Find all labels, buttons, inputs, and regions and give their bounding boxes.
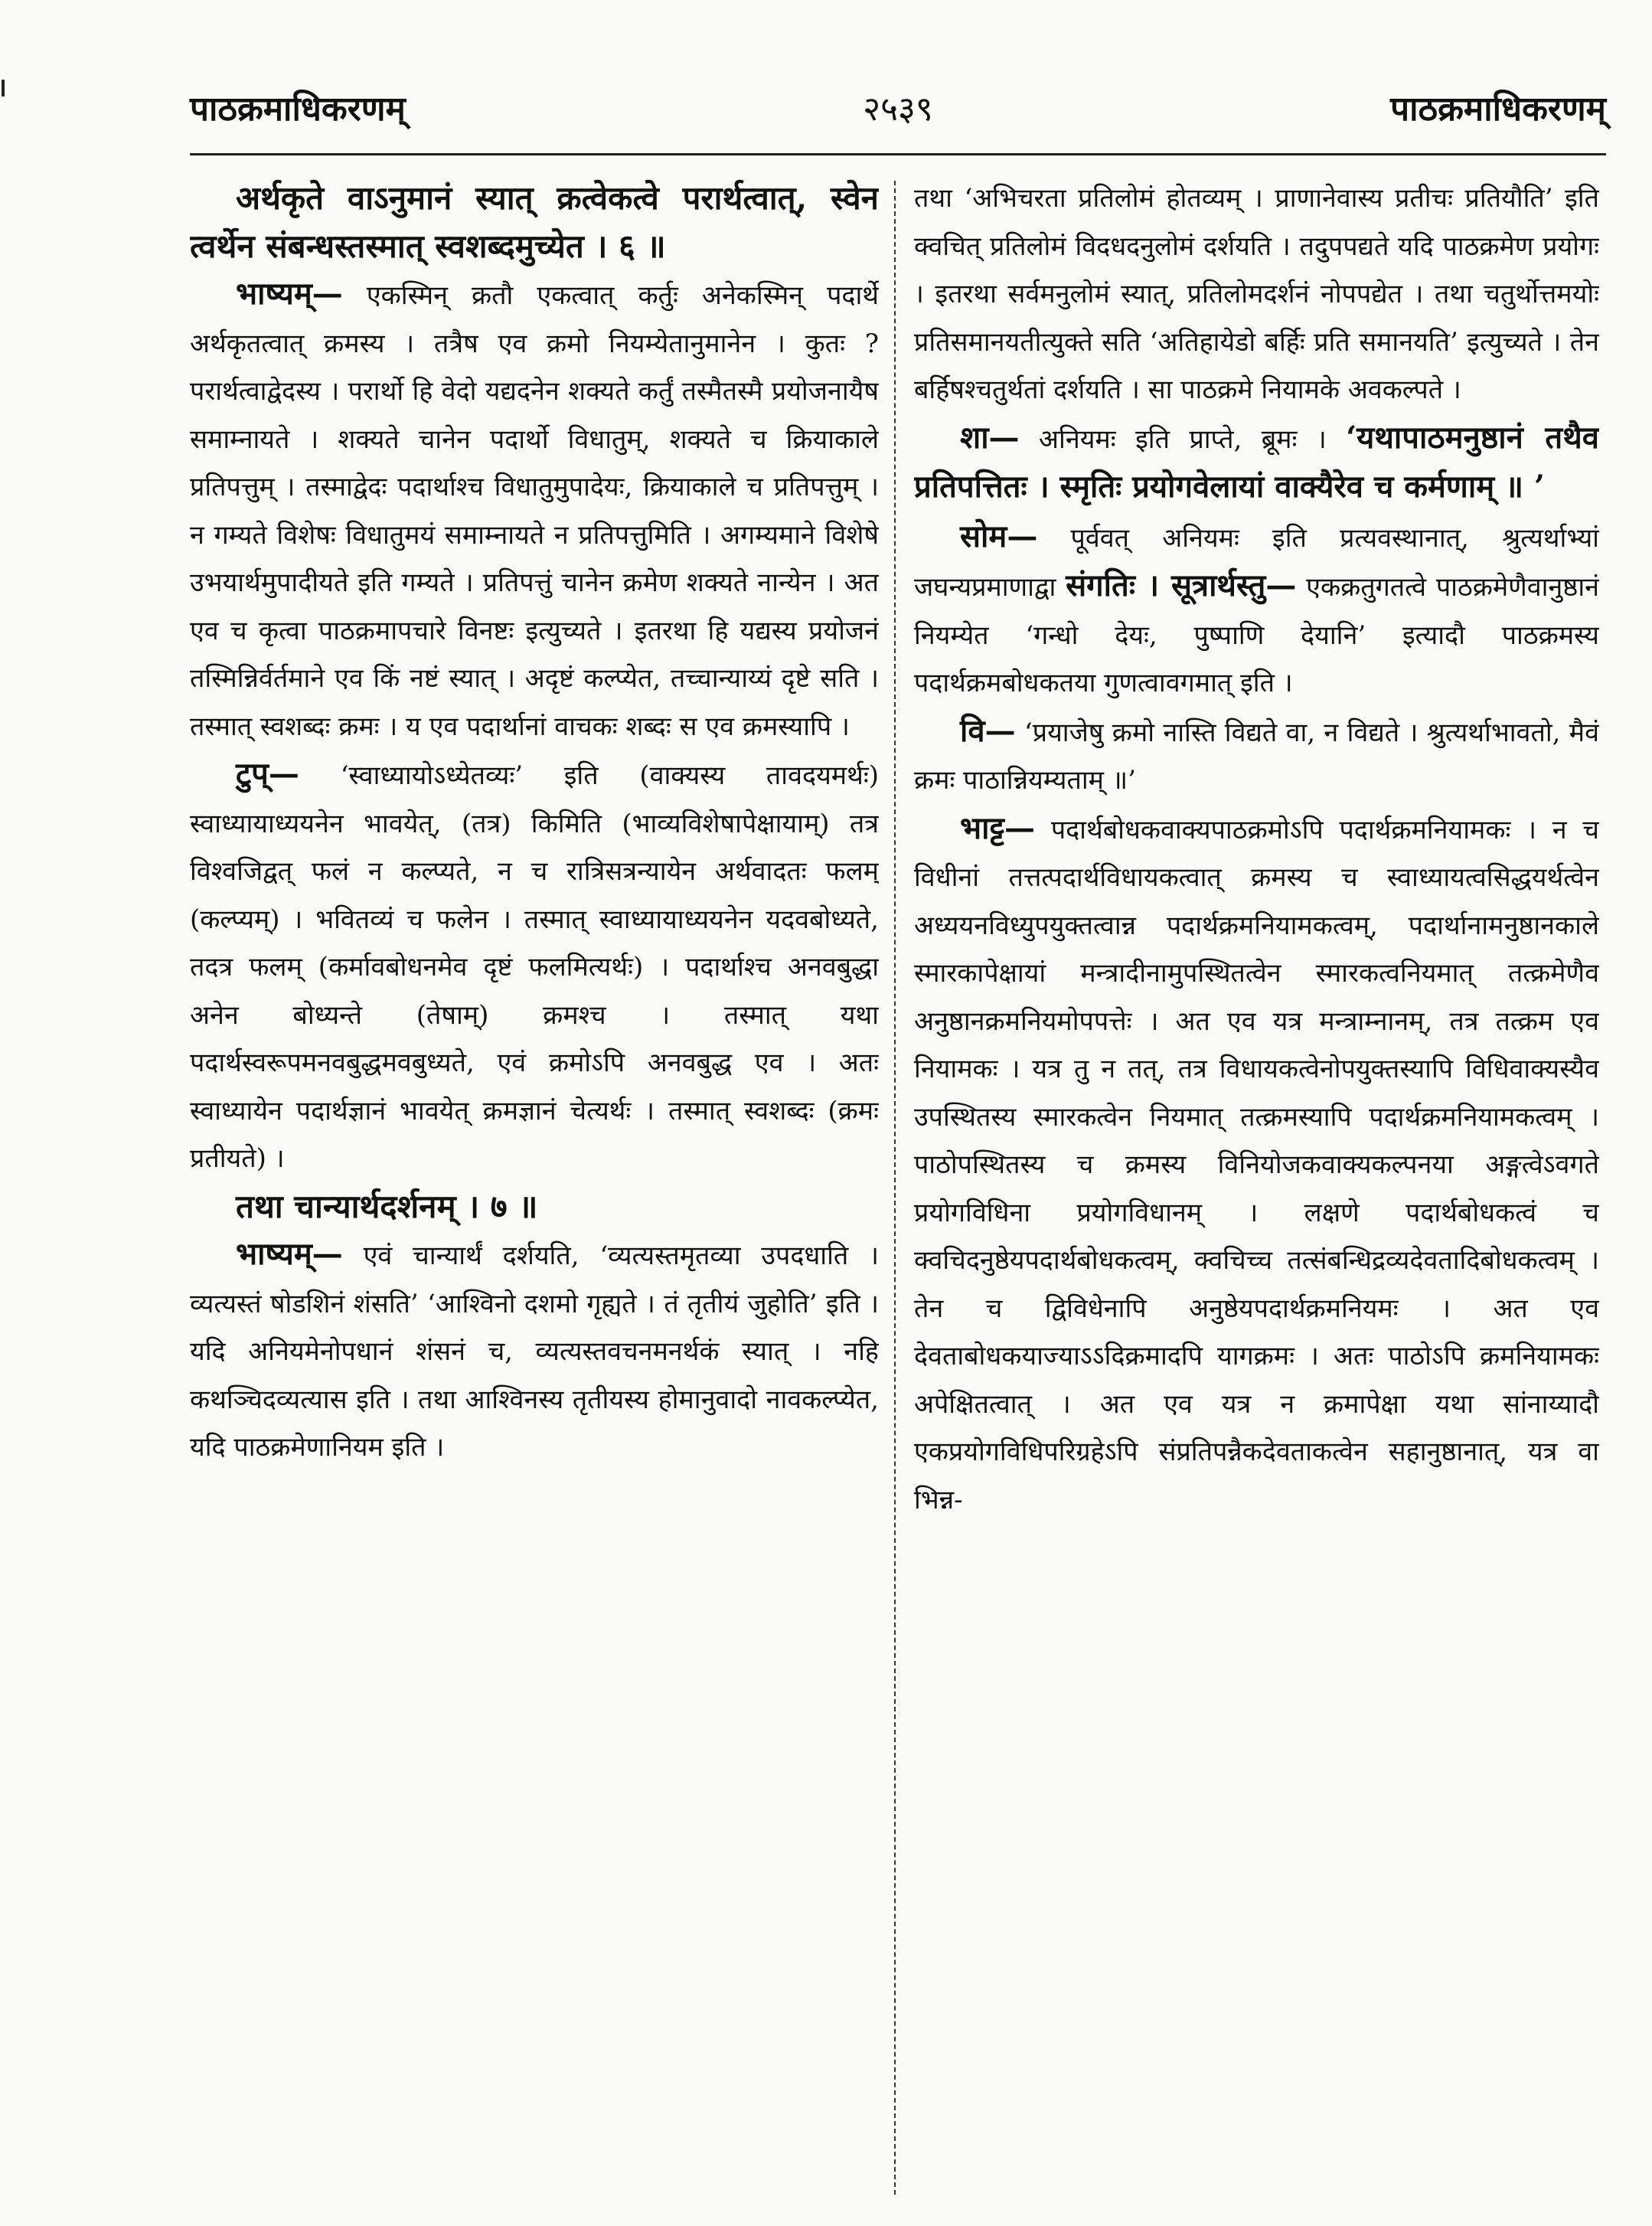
scan-edge-mark — [2, 80, 5, 96]
vi-heading: वि— — [960, 712, 1016, 749]
tup-heading: टुप्— — [236, 756, 299, 792]
bhashya-heading-2: भाष्यम्— — [236, 1236, 343, 1272]
shastra-paragraph — [914, 414, 1599, 513]
soma-paragraph — [914, 513, 1599, 708]
bhatta-heading: भाट्ट— — [960, 809, 1036, 846]
soma-text-2: एकक्रतुगतत्वे पाठक्रमेणैवानुष्ठानं नियम्येत ‘गन्धो देयः, पुष्पाणि देयानि’ इत्यादौ पाठक्रमस्य पदार्थक्रमबोधकतया गुणत्वावगमात् इति । — [914, 572, 1599, 698]
vi-text: ‘प्रयाजेषु क्रमो नास्ति विद्यते वा, न विद्यते । श्रुत्यर्थाभावतो, मैवं क्रमः पाठान्नियम्यताम् ॥’ — [914, 717, 1599, 796]
continuation-paragraph: तथा ‘अभिचरता प्रतिलोमं होतव्यम् । प्राणानेवास्य प्रतीचः प्रतियौति’ इति क्वचित् प्रतिलोमं विदधदनुलोमं दर्शयति । तदुपपद्यते यदि पाठक्रमेण प्रयोगः । इतरथा सर्वमनुलोमं स्यात्, प्रतिलोमदर्शनं नोपपद्येत । तथा चतुर्थोत्तमयोः प्रतिसमानयतीत्युक्ते सति ‘अतिहायेडो बर्हिः प्रति समानयति’ इत्युच्यते । तेन बर्हिषश्चतुर्थतां दर्शयति । सा पाठक्रमे नियामके अवकल्पते । — [914, 183, 1599, 405]
bhashya-paragraph-1 — [190, 270, 879, 750]
running-header — [190, 84, 1606, 153]
soma-sangati: संगतिः । सूत्रार्थस्तु— — [1066, 567, 1297, 603]
bhatta-text: पदार्थबोधकवाक्यपाठक्रमोऽपि पदार्थक्रमनियामकः । न च विधीनां तत्तत्पदार्थविधायकत्वात् क्रमस्य च स्वाध्यायत्वसिद्धयर्थत्वेन अध्ययनविध्युपयुक्तत्वान्न पदार्थक्रमनियामकत्वम्, पदार्थानामनुष्ठानकाले स्मारकापेक्षायां मन्त्रादीनामुपस्थितत्वेन स्मारकत्वनियमात् तत्क्रमेणैव अनुष्ठानक्रमनियमोपपत्तेः । अत एव यत्र मन्त्राम्नानम्, तत्र तत्क्रम एव नियामकः । यत्र तु न तत्, तत्र विधायकत्वेनोपयुक्तस्यापि विधिवाक्यस्यैव उपस्थितस्य स्मारकत्वेन नियमात् तत्क्रमस्यापि पदार्थक्रमनियामकत्वम् । पाठोपस्थितस्य च क्रमस्य विनियोजकवाक्यकल्पनया अङ्गत्वेऽवगते प्रयोगविधिना प्रयोगविधानम् । लक्षणे पदार्थबोधकत्वं च क्वचिदनुष्ठेयपदार्थबोधकत्वम्, क्वचिच्च तत्संबन्धिद्रव्यदेवतादिबोधकत्वम् । तेन च द्विविधेनापि अनुष्ठेयपदार्थक्रमनियमः । अत एव देवताबोधकयाज्याऽऽदिक्रमादपि यागक्रमः । अतः पाठोऽपि क्रमनियामकः अपेक्षितत्वात् । अत एव यत्र न क्रमापेक्षा यथा सांनाय्यादौ एकप्रयोगविधिपरिग्रहेऽपि संप्रतिपन्नैकदेवताकत्वेन सहानुष्ठानात्, यत्र वा भिन्न- — [914, 814, 1599, 1515]
soma-text-1: पूर्ववत् अनियमः इति प्रत्यवस्थानात्, श्रुत्यर्थाभ्यां जघन्यप्रमाणाद्वा — [914, 522, 1599, 603]
bhashya-text-2: एवं चान्यार्थं दर्शयति, ‘व्यत्यस्तमृतव्या उपदधाति । व्यत्यस्तं षोडशिनं शंसति’ ‘आश्विनो दशमो गृह्यते । तं तृतीयं जुहोति’ इति । यदि अनियमेनोपधानं शंसनं च, व्यत्यस्तवचनमनर्थकं स्यात् । नहि कथञ्चिदव्यत्यास इति । तथा आश्विनस्य तृतीयस्य होमानुवादो नावकल्प्येत, यदि पाठक्रमेणानियम इति । — [190, 1240, 879, 1463]
header-left-title: पाठक्रमाधिकरणम् — [190, 90, 406, 129]
column-divider — [894, 181, 896, 2195]
bhashya-text: एकस्मिन् क्रतौ एकत्वात् कर्तुः अनेकस्मिन् पदार्थे अर्थकृतत्वात् क्रमस्य । तत्रैष एव क्रमो नियम्येतानुमानेन । कुतः ? परार्थत्वाद्वेदस्य । परार्थो हि वेदो यद्यदनेन शक्यते कर्तुं तस्मैतस्मै प्रयोजनायैष समाम्नायते । शक्यते चानेन पदार्थो विधातुम्, शक्यते च क्रियाकाले प्रतिपत्तुम् । तस्माद्वेदः पदार्थाश्च विधातुमुपादेयः, क्रियाकाले च प्रतिपत्तुम् । न गम्यते विशेषः विधातुमयं समाम्नायते न प्रतिपत्तुमिति । अगम्यमाने विशेषे उभयार्थमुपादीयते इति गम्यते । प्रतिपत्तुं चानेन क्रमेण शक्यते नान्येन । अत एव च कृत्वा पाठक्रमापचारे विनष्टः इत्युच्यते । इतरथा हि यद्यस्य प्रयोजनं तस्मिन्निर्वर्तमाने एव किं नष्टं स्यात् । अदृष्टं कल्प्येत, तच्चान्याय्यं दृष्टे सति । तस्मात् स्वशब्दः क्रमः । य एव पदार्थानां वाचकः शब्दः स एव क्रमस्यापि । — [190, 280, 879, 742]
bhashya-heading: भाष्यम्— — [236, 276, 343, 312]
tup-text: ‘स्वाध्यायोऽध्येतव्यः’ इति (वाक्यस्य तावदयमर्थः) स्वाध्यायाध्ययनेन भावयेत्, (तत्र) किमिति (भाव्यविशेषापेक्षायाम्) तत्र विश्वजिद्वत् फलं न कल्प्यते, न च रात्रिसत्रन्यायेन अर्थवादतः फलम् (कल्प्यम्) । भवितव्यं च फलेन । तस्मात् स्वाध्यायाध्ययनेन यदवबोध्यते, तदत्र फलम् (कर्मावबोधनमेव दृष्टं फलमित्यर्थः) । पदार्थाश्च अनवबुद्धा अनेन बोध्यन्ते (तेषाम्) क्रमश्च । तस्मात् यथा पदार्थस्वरूपमनवबुद्धमवबुध्यते, एवं क्रमोऽपि अनवबुद्ध एव । अतः स्वाध्यायेन पदार्थज्ञानं भावयेत् क्रमज्ञानं चेत्यर्थः । तस्मात् स्वशब्दः (क्रमः प्रतीयते) । — [190, 760, 879, 1174]
shastra-verse: ‘यथापाठमनुष्ठानं तथैव प्रतिपत्तितः । स्मृतिः प्रयोगवेलायां वाक्यैरेव च कर्मणाम् ॥ ’ — [914, 419, 1599, 505]
vi-paragraph — [914, 708, 1599, 805]
bhatta-paragraph — [914, 805, 1599, 1525]
right-column — [914, 175, 1599, 2204]
shastra-heading: शा— — [960, 419, 1020, 456]
header-right-title: पाठक्रमाधिकरणम् — [1390, 90, 1606, 129]
soma-heading: सोम— — [960, 518, 1038, 554]
bhashya-paragraph-2 — [190, 1231, 879, 1472]
page-number: २५३९ — [863, 90, 933, 129]
left-column — [190, 175, 879, 2204]
header-rule — [190, 153, 1606, 155]
sutra-6: अर्थकृते वाऽनुमानं स्यात् क्रत्वेकत्वे परार्थत्वात्, स्वेन त्वर्थेन संबन्धस्तस्मात् स्वशब्दमुच्येत । ६ ॥ — [190, 179, 879, 265]
tup-paragraph — [190, 750, 879, 1183]
sutra-7: तथा चान्यार्थदर्शनम् । ७ ॥ — [236, 1187, 538, 1225]
shastra-text: अनियमः इति प्राप्ते, ब्रूमः । — [1019, 423, 1347, 455]
